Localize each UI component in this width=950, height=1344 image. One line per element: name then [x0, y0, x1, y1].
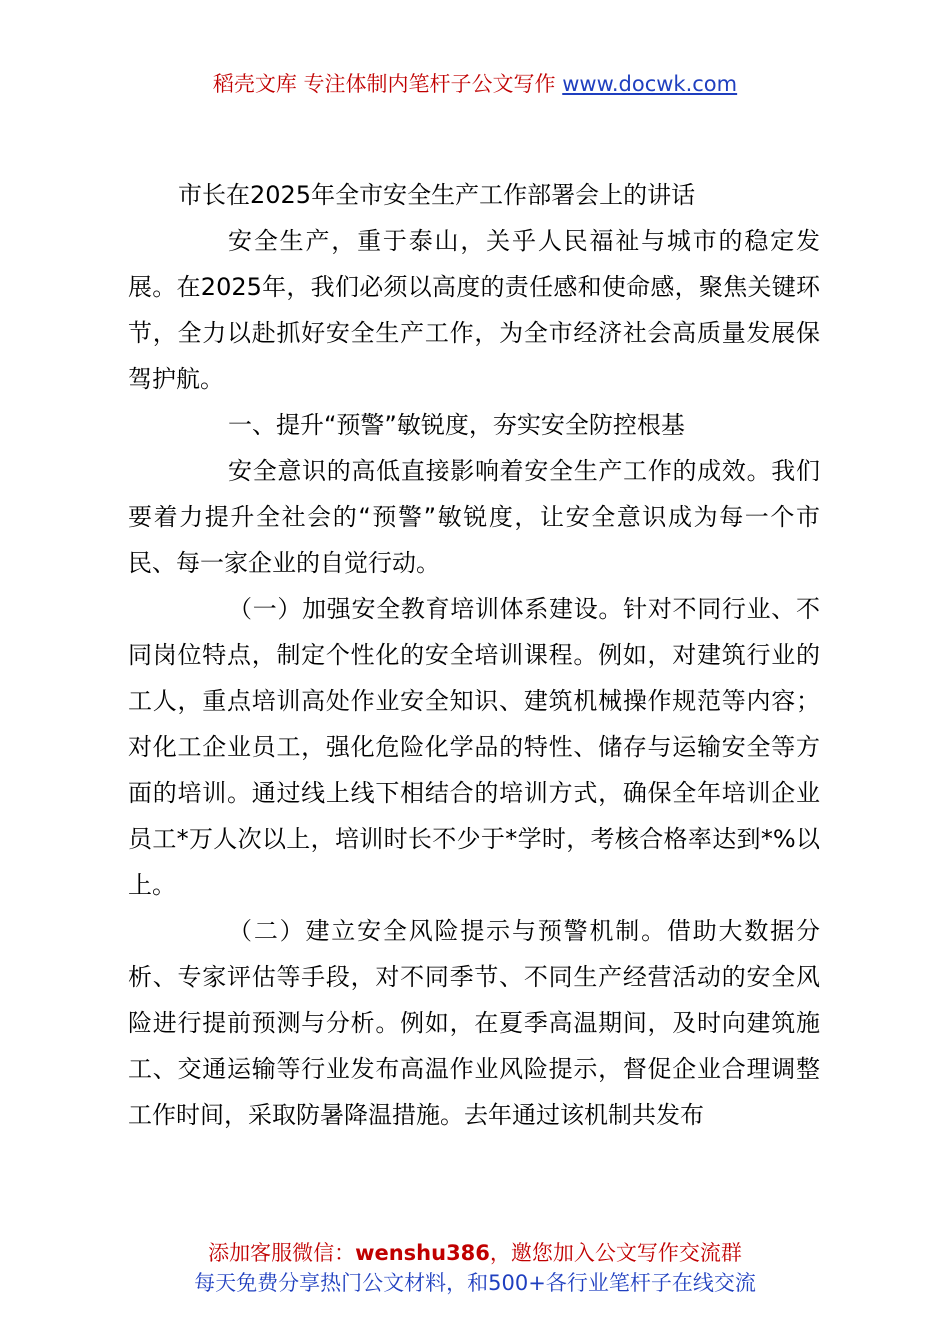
header-url-link[interactable]: www.docwk.com: [562, 72, 738, 96]
footer-suffix: ，邀您加入公文写作交流群: [489, 1241, 742, 1265]
section-heading-1: 一、提升“预警”敏锐度，夯实安全防控根基: [228, 411, 685, 439]
section-paragraph-1: 安全意识的高低直接影响着安全生产工作的成效。我们要着力提升全社会的“预警”敏锐度，让安全意识成为每一个市民、每一家企业的自觉行动。: [128, 457, 820, 577]
document-body: [128, 172, 820, 1138]
footer-line-1: [0, 1238, 950, 1268]
watermark-header: [0, 68, 950, 100]
document-title: 市长在2025年全市安全生产工作部署会上的讲话: [178, 181, 696, 209]
promo-footer: [0, 1238, 950, 1298]
subsection-paragraph-1: （一）加强安全教育培训体系建设。针对不同行业、不同岗位特点，制定个性化的安全培训课程。例如，对建筑行业的工人，重点培训高处作业安全知识、建筑机械操作规范等内容；对化工企业员工，强化危险化学品的特性、储存与运输安全等方面的培训。通过线上线下相结合的培训方式，确保全年培训企业员工*万人次以上，培训时长不少于*学时，考核合格率达到*%以上。: [128, 595, 820, 899]
footer-prefix: 添加客服微信：: [208, 1241, 356, 1265]
wechat-id: wenshu386: [355, 1241, 490, 1265]
footer-line-2: 每天免费分享热门公文材料，和500+各行业笔杆子在线交流: [194, 1271, 756, 1295]
header-brand-text: 稻壳文库 专注体制内笔杆子公文写作: [212, 72, 556, 96]
subsection-paragraph-2: （二）建立安全风险提示与预警机制。借助大数据分析、专家评估等手段，对不同季节、不同生产经营活动的安全风险进行提前预测与分析。例如，在夏季高温期间，及时向建筑施工、交通运输等行业发布高温作业风险提示，督促企业合理调整工作时间，采取防暑降温措施。去年通过该机制共发布: [128, 917, 820, 1129]
intro-paragraph: 安全生产，重于泰山，关乎人民福祉与城市的稳定发展。在2025年，我们必须以高度的责任感和使命感，聚焦关键环节，全力以赴抓好安全生产工作，为全市经济社会高质量发展保驾护航。: [128, 227, 820, 393]
